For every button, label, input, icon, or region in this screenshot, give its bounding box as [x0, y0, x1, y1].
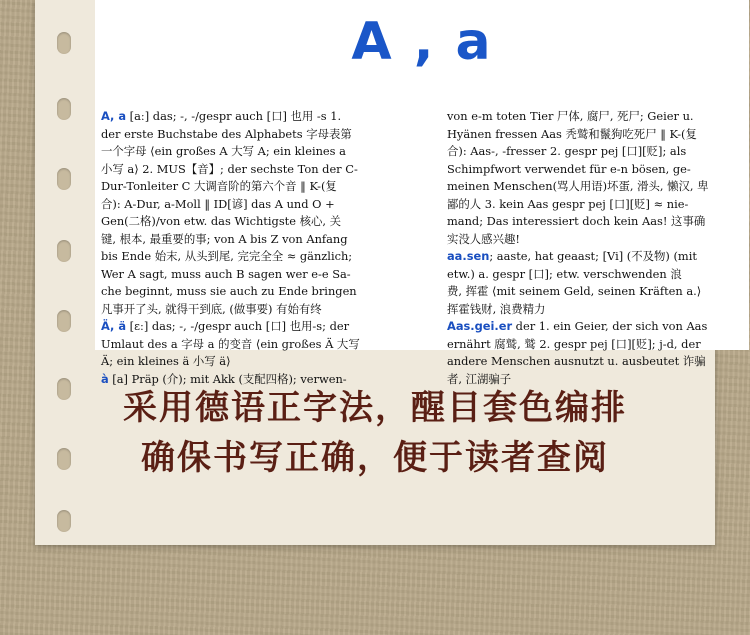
entry-line [447, 266, 747, 284]
entry-text: che beginnt, muss sie auch zu Ende bringen [101, 284, 357, 298]
entry-text: der 1. ein Geier, der sich von Aas [512, 319, 708, 333]
entry-text: Gen(二格)/von etw. das Wichtigste 核心, 关 [101, 214, 342, 228]
entry-line [447, 126, 747, 144]
slogan-line-2: 确保书写正确，便于读者查阅 [141, 438, 609, 478]
entry-text: 小写 a⟩ 2. MUS【音】; der sechste Ton der C- [101, 161, 358, 176]
entry-text: bis Ende 始末, 从头到尾, 完完全全 ≈ gänzlich; [101, 249, 353, 263]
entry-text: ernährt 腐鹫, 鹫 2. gespr pej [口][贬]; j-d, der [447, 336, 701, 351]
entry-headword: à [101, 371, 109, 386]
entry-text: 实没人感兴趣! [447, 231, 520, 246]
entry-text: der erste Buchstabe des Alphabets 字母表第 [101, 126, 352, 141]
entry-text: Dur-Tonleiter C 大调音阶的第六个音 ‖ K-(复 [101, 179, 337, 193]
entry-line [447, 161, 747, 179]
entry-headword: A, a [101, 109, 127, 123]
entry-text: etw.) a. gespr [口]; etw. verschwenden 浪 [447, 266, 682, 281]
slogan-line-1: 采用德语正字法，醒目套色编排 [123, 388, 627, 428]
entry-text: [aː] das; -, -/gespr auch [口] 也用 -s 1. [126, 109, 342, 123]
entry-text: mand; Das interessiert doch kein Aas! 这事确 [447, 214, 706, 228]
entry-headword: aa.sen [447, 249, 490, 263]
entry-line [101, 318, 413, 336]
entry-text: 合): A-Dur, a-Moll ‖ ID[谚] das A und O + [101, 196, 335, 211]
entry-line [447, 301, 747, 319]
entry-line [447, 143, 747, 161]
entry-line [447, 178, 747, 196]
binder-hole [57, 32, 71, 54]
entry-line [447, 318, 747, 336]
entry-text: Wer A sagt, muss auch B sagen wer e-e Sa- [101, 266, 351, 281]
entry-line [101, 266, 413, 284]
binder-hole [57, 98, 71, 120]
entry-line [101, 231, 413, 249]
section-letter: A , a [351, 12, 493, 72]
entry-text: Umlaut des a 字母 a 的变音 ⟨ein großes Ä 大写 [101, 336, 360, 351]
entry-line [447, 196, 747, 214]
binder-hole [57, 240, 71, 262]
entry-headword: Ä, ä [101, 319, 127, 333]
entry-text: von e-m toten Tier 尸体, 腐尸, 死尸; Geier u. [447, 109, 694, 123]
left-column [101, 108, 413, 388]
binder-hole [57, 310, 71, 332]
entry-line [447, 108, 747, 126]
entry-text: Hyänen fressen Aas 秃鹫和鬣狗吃死尸 ‖ K-(复 [447, 126, 697, 141]
entry-line [447, 231, 747, 249]
entry-line [101, 108, 413, 126]
entry-text: 挥霍钱财, 浪费精力 [447, 301, 546, 316]
entry-text: 鄙的人 3. kein Aas gespr pej [口][贬] ≈ nie- [447, 196, 689, 211]
entry-text: 合): Aas-, -fresser 2. gespr pej [口][贬]; als [447, 144, 687, 158]
entry-text: 费, 挥霍 ⟨mit seinem Geld, seinen Kräften a.⟩ [447, 284, 702, 298]
entry-text: [a] Präp (介); mit Akk (支配四格); verwen- [108, 371, 347, 386]
dictionary-page [95, 0, 749, 386]
entry-headword: Aas.gei.er [447, 319, 513, 333]
entry-text: Ä; ein kleines ä 小写 ä⟩ [101, 354, 231, 368]
right-column [447, 108, 747, 388]
entry-text: andere Menschen ausnutzt u. ausbeutet 诈骗 [447, 354, 706, 368]
entry-text: [ɛː] das; -, -/gespr auch [口] 也用-s; der [126, 319, 350, 333]
entry-line [101, 248, 413, 266]
entry-text: Schimpfwort verwendet für e-n bösen, ge- [447, 161, 691, 176]
entry-text: meinen Menschen(骂人用语)坏蛋, 滑头, 懒汉, 卑 [447, 179, 709, 193]
entry-line [447, 283, 747, 301]
entry-line [101, 143, 413, 161]
entry-line [101, 126, 413, 144]
entry-line [101, 161, 413, 179]
entry-text: ; aaste, hat geaast; [Vi] (不及物) (mit [489, 249, 697, 263]
entry-line [101, 283, 413, 301]
binder-hole [57, 168, 71, 190]
entry-line [101, 213, 413, 231]
entry-line [101, 301, 413, 319]
entry-line [101, 196, 413, 214]
entry-line [447, 248, 747, 266]
entry-line [447, 213, 747, 231]
entry-line [101, 178, 413, 196]
entry-text: 者, 江湖骗子 [447, 371, 512, 386]
entry-text: 键, 根本, 最重要的事; von A bis Z von Anfang [101, 231, 348, 246]
entry-text: 凡事开了头, 就得干到底, (做事要) 有始有终 [101, 301, 322, 316]
slogan-area [35, 350, 715, 545]
entry-text: 一个字母 ⟨ein großes A 大写 A; ein kleines a [101, 144, 346, 158]
